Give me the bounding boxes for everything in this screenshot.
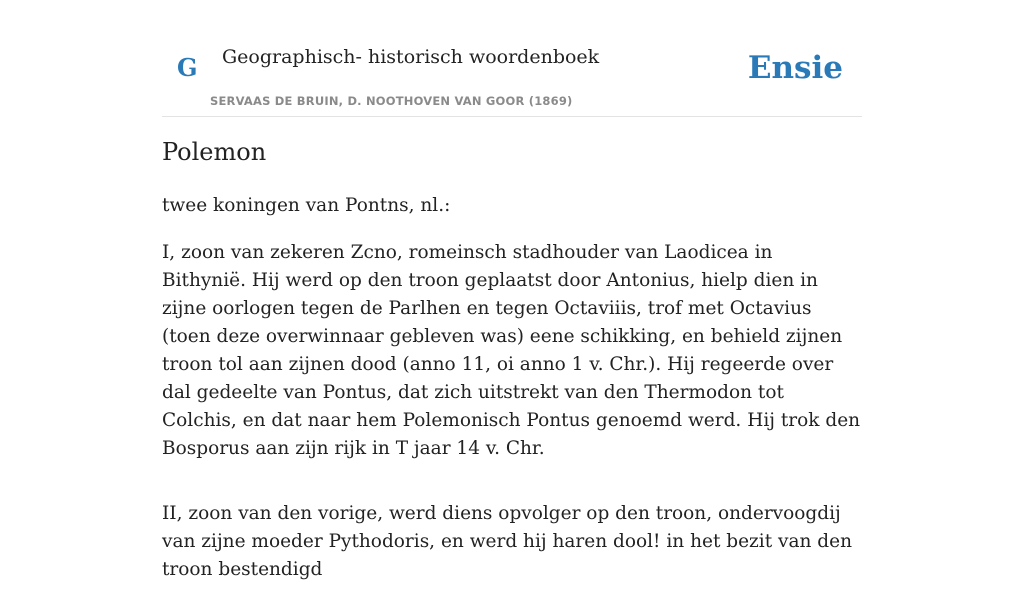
entry-content: [162, 192, 862, 603]
book-title-link[interactable]: Geographisch- historisch woordenboek: [222, 46, 600, 68]
entry-intro: twee koningen van Pontns, nl.:: [162, 195, 451, 216]
page: [162, 0, 862, 580]
book-logo-icon[interactable]: G: [177, 53, 198, 82]
book-authors: SERVAAS DE BRUIN, D. NOOTHOVEN VAN GOOR (1869): [210, 94, 573, 108]
header: [162, 0, 862, 117]
entry-paragraph-2: II, zoon van den vorige, werd diens opvolger op den troon, ondervoogdij van zijne moeder Pythodoris, en werd hij haren dool! in het bezit van den troon bestendigd: [162, 503, 853, 580]
entry-paragraph-1: I, zoon van zekeren Zcno, romeinsch stadhouder van Laodicea in Bithynië. Hij werd op den troon geplaatst door Antonius, hielp dien in zijne oorlogen tegen de Parlhen en tegen Octaviiis, trof met Octavius (toen deze overwinnaar gebleven was) eene schikking, en behield zijnen troon tol aan zijnen dood (anno 11, oi anno 1 v. Chr.). Hij regeerde over dal gedeelte van Pontus, dat zich uitstrekt van den Thermodon tot Colchis, en dat naar hem Polemonisch Pontus genoemd werd. Hij trok den Bosporus aan zijn rijk in T jaar 14 v. Chr.: [162, 242, 861, 459]
ensie-logo[interactable]: Ensie: [747, 50, 843, 86]
entry-title: Polemon: [162, 138, 267, 166]
